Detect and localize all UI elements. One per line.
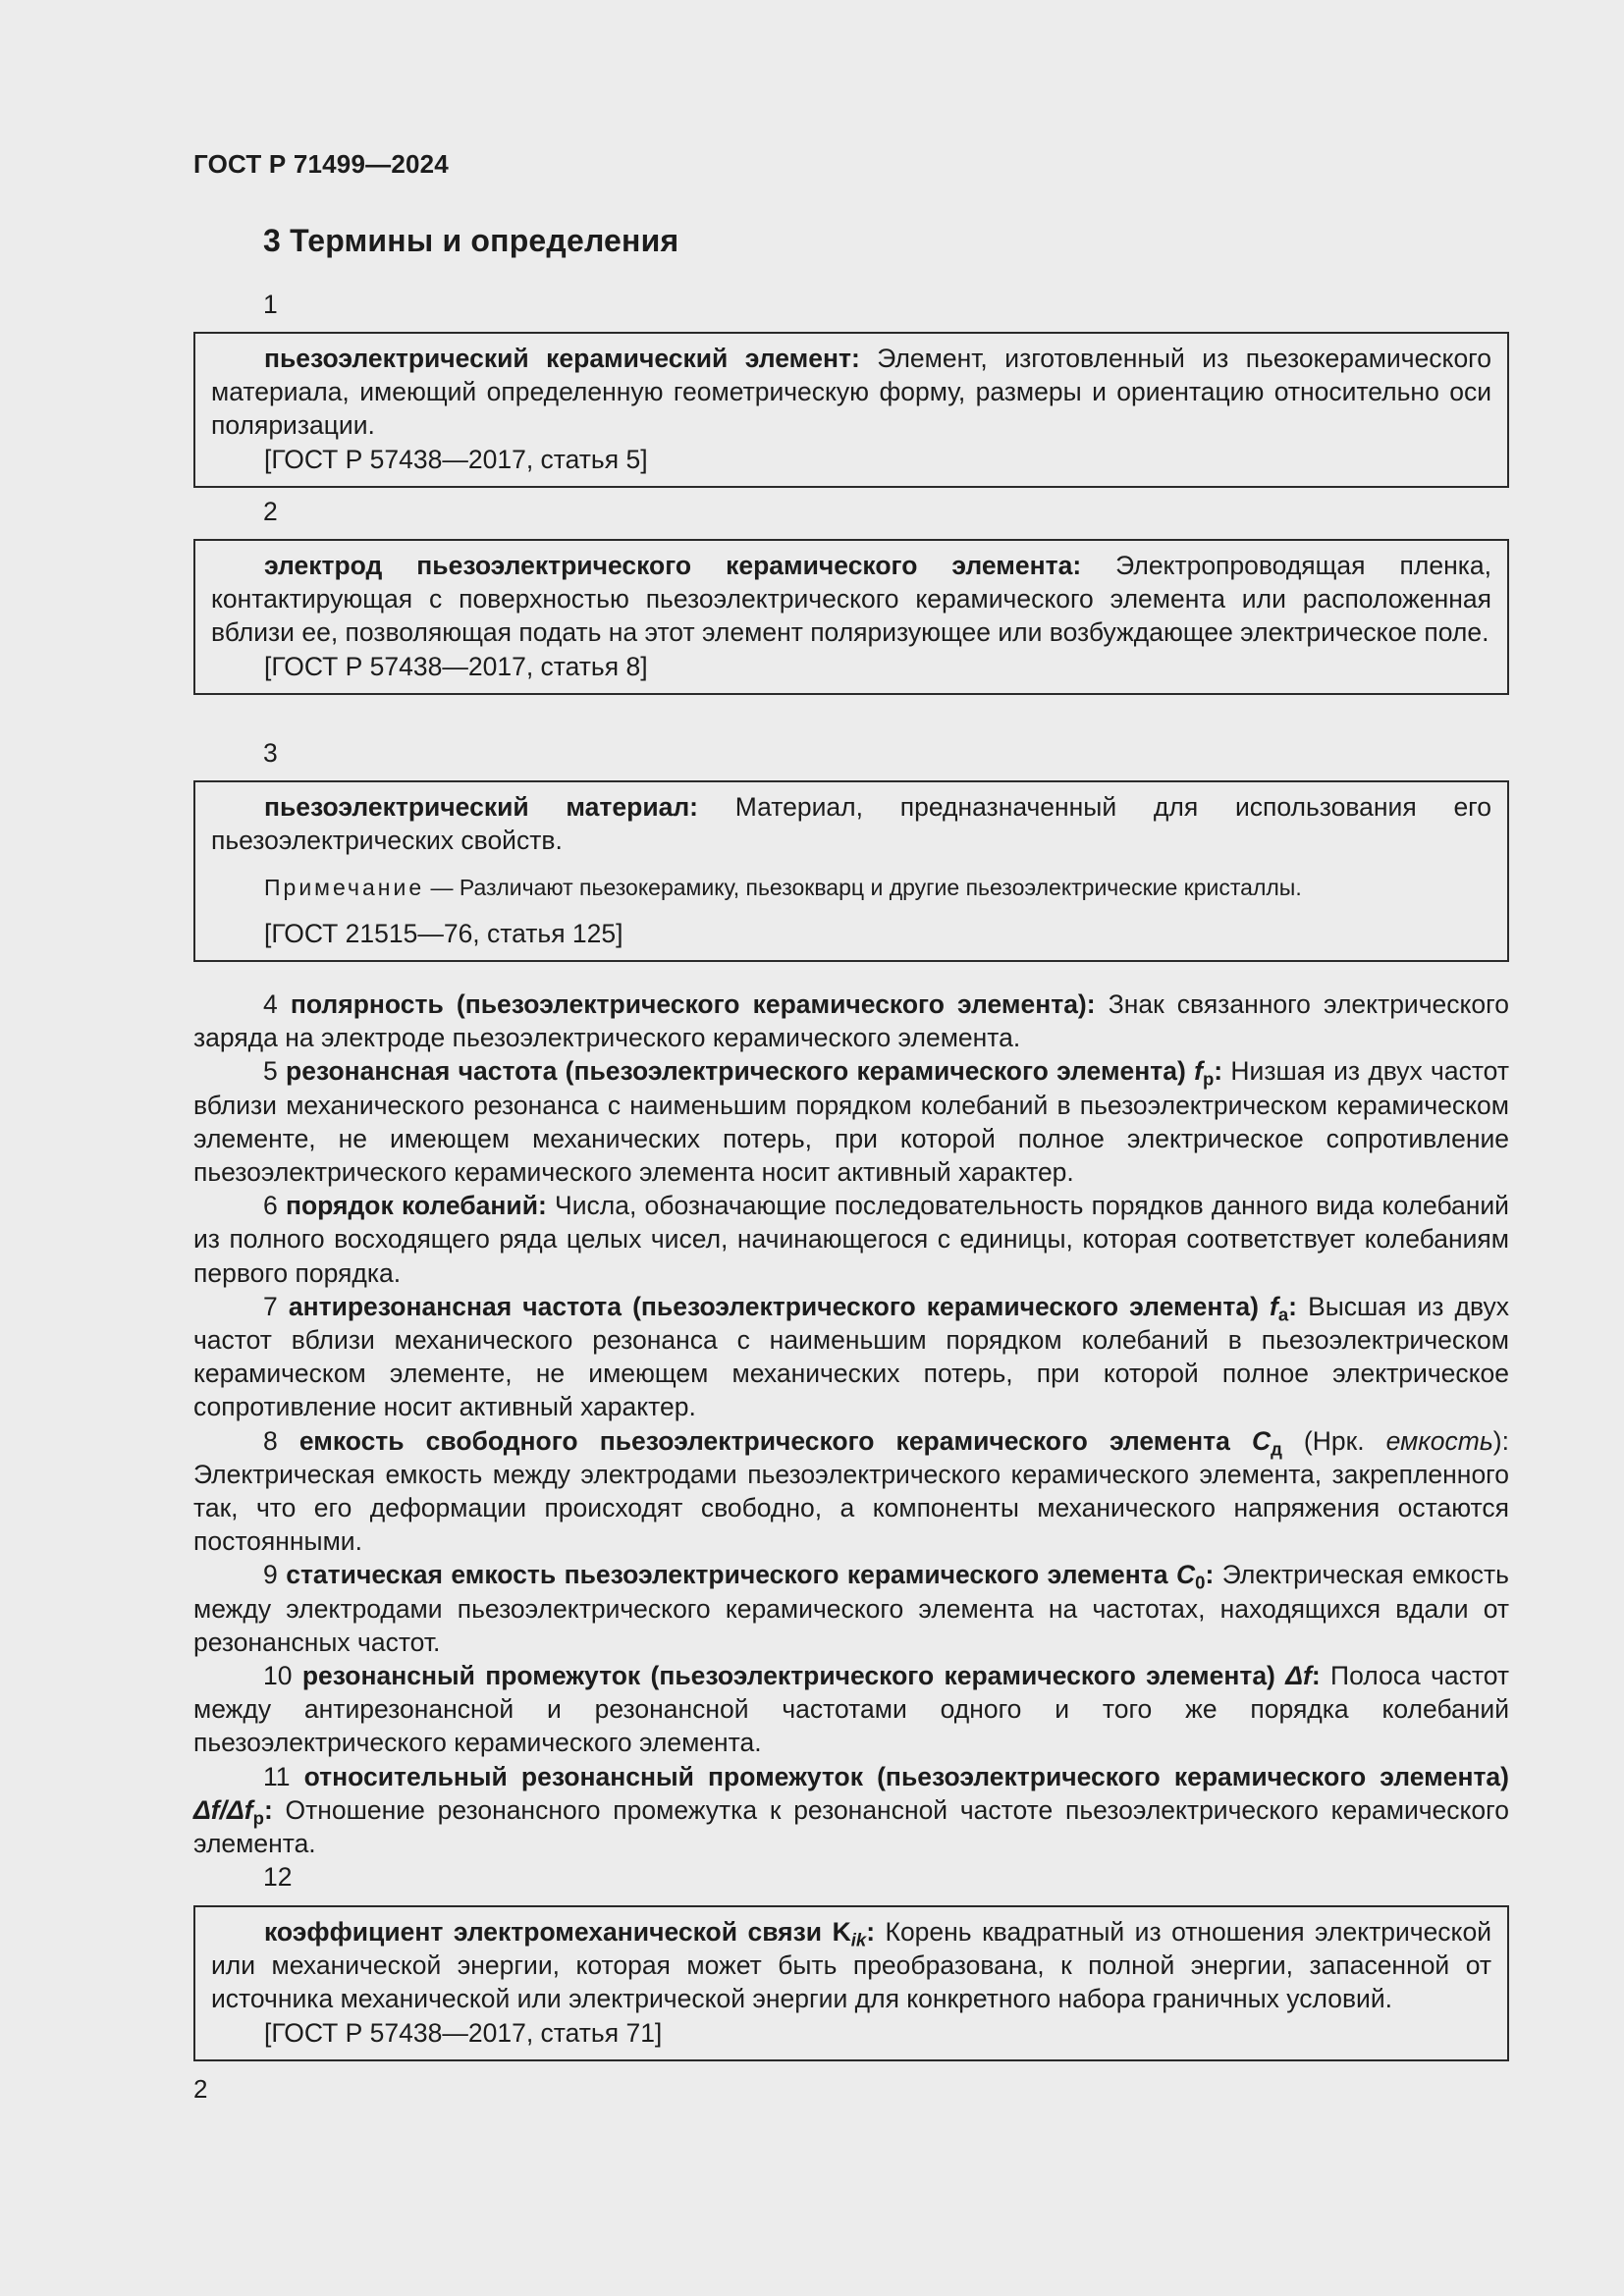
- term-text: Высшая из двух частот вблизи механического резонанса с наименьшим порядком колебаний в пьезоэлектрическом керамическом элементе, не имеющем механических потерь, при которой полное электрическое сопротивление носит активный характер.: [193, 1291, 1509, 1422]
- term-definition: [211, 790, 1491, 857]
- term-number: 4: [263, 989, 278, 1019]
- term-number: 7: [263, 1291, 278, 1321]
- term-reference: [ГОСТ Р 57438—2017, статья 5]: [264, 444, 648, 474]
- term-name: относительный резонансный промежуток (пьезоэлектрического керамического элемента): [303, 1761, 1509, 1791]
- term-note: [211, 871, 1491, 904]
- term-symbol-subscript: ik: [850, 1929, 867, 1950]
- term-number: 11: [263, 1761, 291, 1791]
- term-definition: коэффициент электромеханической связи $K_{ik}$: Корень квадратный из отношения электрической или механической энергии, которая может быть преобразована, к полной энергии, запасенной от источника механической или электрической энергии для конкретного набора граничных условий.: [211, 1917, 1491, 2014]
- term-symbol: f: [1270, 1291, 1278, 1321]
- term-name: порядок колебаний:: [285, 1191, 547, 1221]
- term-box: [193, 539, 1509, 695]
- term-number: 9: [263, 1560, 278, 1590]
- page-number: 2: [193, 2074, 208, 2104]
- term-name: резонансная частота (пьезоэлектрического керамического элемента): [286, 1056, 1186, 1087]
- term-symbol-subscript: 0: [1195, 1573, 1206, 1594]
- term-number: 3: [263, 738, 278, 768]
- term-text: Материал, предназначенный для использования его пьезоэлектрических свойств.: [211, 792, 1491, 856]
- term-text: Числа, обозначающие последовательность порядков данного вида колебаний из полного восходящего ряда целых чисел, начинающегося с единицы, которая соответствует колебаниям первого порядка.: [193, 1191, 1509, 1288]
- term-box: [193, 1905, 1509, 2061]
- term-reference: [ГОСТ 21515—76, статья 125]: [264, 918, 623, 948]
- term-name: резонансный промежуток (пьезоэлектрического керамического элемента): [301, 1661, 1275, 1691]
- term-entry: 7 антирезонансная частота (пьезоэлектрического керамического элемента) $f_a$: Высшая из двух частот вблизи механического резонанса с наименьшим порядком колебаний в пьезоэлектрическом керамическом элементе, не имеющем механических потерь, при которой полное электрическое сопротивление носит активный характер.: [193, 1291, 1509, 1422]
- term-text: Электрическая емкость между электродами пьезоэлектрического керамического элемента на частотах, находящихся вдали от резонансных частот.: [193, 1560, 1509, 1657]
- term-entry: 8 емкость свободного пьезоэлектрического керамического элемента $C_д$ (Нрк. емкость): Электрическая емкость между электродами пьезоэлектрического керамического элемента, закрепленного так, что его деформации происходят свободно, а компоненты механического напряжения остаются постоянными.: [193, 1425, 1509, 1557]
- term-number: 5: [263, 1056, 278, 1087]
- term-name: пьезоэлектрический керамический элемент:: [264, 344, 860, 373]
- term-text: Электропроводящая пленка, контактирующая с поверхностью пьезоэлектрического керамического элемента или расположенная вблизи ее, позволяющая подать на этот элемент поляризующее или возбуждающее электрическое поле.: [211, 551, 1491, 648]
- term-text: Отношение резонансного промежутка к резонансной частоте пьезоэлектрического керамического элемента.: [193, 1794, 1509, 1859]
- term-symbol: Δf: [1285, 1661, 1312, 1691]
- note-label: Примечание: [264, 875, 425, 901]
- term-box: [193, 780, 1509, 962]
- term-text: Корень квадратный из отношения электрической или механической энергии, которая может быть преобразована, к полной энергии, запасенной от источника механической или электрической энергии для конкретного набора граничных условий.: [211, 1917, 1491, 2014]
- term-name: коэффициент электромеханической связи K: [264, 1917, 851, 1947]
- section-title: 3 Термины и определения: [263, 223, 679, 258]
- term-name: электрод пьезоэлектрического керамического элемента:: [264, 551, 1082, 580]
- terms-list: [193, 988, 1509, 1894]
- term-number: 10: [263, 1661, 293, 1691]
- term-definition: [211, 549, 1491, 650]
- term-name: пьезоэлектрический материал:: [264, 792, 699, 822]
- term-number: 2: [263, 497, 278, 526]
- term-entry: 5 резонансная частота (пьезоэлектрического керамического элемента) $f_p$: Низшая из двух частот вблизи механического резонанса с наименьшим порядком колебаний в пьезоэлектрическом керамическом элементе, не имеющем механических потерь, при которой полное электрическое сопротивление пьезоэлектрического керамического элемента носит активный характер.: [193, 1056, 1509, 1188]
- term-entry: [193, 1189, 1509, 1290]
- deprecated-term: емкость: [1385, 1425, 1493, 1456]
- term-reference: [ГОСТ Р 57438—2017, статья 71]: [264, 2017, 663, 2048]
- term-name: антирезонансная частота (пьезоэлектрического керамического элемента): [288, 1291, 1259, 1321]
- term-number: 6: [263, 1191, 278, 1221]
- term-name: статическая емкость пьезоэлектрического керамического элемента: [286, 1560, 1168, 1590]
- term-text: Знак связанного электрического заряда на электроде пьезоэлектрического керамического элемента.: [193, 989, 1509, 1053]
- term-name: емкость свободного пьезоэлектрического керамического элемента: [298, 1425, 1230, 1456]
- document-code: ГОСТ Р 71499—2024: [193, 149, 449, 179]
- term-text: Низшая из двух частот вблизи механического резонанса с наименьшим порядком колебаний в пьезоэлектрическом керамическом элементе, не имеющем механических потерь, при которой полное электрическое сопротивление пьезоэлектрического керамического элемента носит активный характер.: [193, 1056, 1509, 1188]
- term-definition: [211, 342, 1491, 443]
- term-symbol: f: [1194, 1056, 1203, 1087]
- term-text: Полоса частот между антирезонансной и резонансной частотами одного и того же порядка колебаний пьезоэлектрического керамического элемента.: [193, 1661, 1510, 1758]
- term-reference: [ГОСТ Р 57438—2017, статья 8]: [264, 651, 648, 681]
- term-name: полярность (пьезоэлектрического керамического элемента):: [290, 989, 1096, 1019]
- term-symbol-subscript: p: [252, 1807, 264, 1829]
- term-number: 12: [263, 1862, 293, 1893]
- term-number: 1: [263, 290, 278, 319]
- term-text: Элемент, изготовленный из пьезокерамического материала, имеющий определенную геометрическую форму, размеры и ориентацию относительно оси поляризации.: [211, 344, 1492, 441]
- term-symbol-subscript: д: [1271, 1438, 1282, 1460]
- term-text: Электрическая емкость между электродами пьезоэлектрического керамического элемента, закрепленного так, что его деформации происходят свободно, а компоненты механического напряжения остаются постоянными.: [193, 1459, 1509, 1557]
- term-symbol: C: [1176, 1560, 1196, 1590]
- term-symbol-subscript: p: [1202, 1068, 1215, 1090]
- term-box: [193, 332, 1509, 488]
- term-entry: 10 резонансный промежуток (пьезоэлектрического керамического элемента) Δf: Полоса частот между антирезонансной и резонансной частотами одного и того же порядка колебаний пьезоэлектрического керамического элемента.: [193, 1661, 1510, 1758]
- term-entry: 9 статическая емкость пьезоэлектрического керамического элемента $C_0$: Электрическая емкость между электродами пьезоэлектрического керамического элемента на частотах, находящихся вдали от резонансных частот.: [193, 1560, 1509, 1657]
- term-symbol: C: [1251, 1425, 1272, 1456]
- term-symbol: Δf/Δf: [193, 1794, 253, 1825]
- term-number: 8: [263, 1425, 278, 1456]
- term-symbol-subscript: a: [1277, 1304, 1289, 1325]
- note-text: — Различают пьезокерамику, пьезокварц и другие пьезоэлектрические кристаллы.: [424, 875, 1302, 901]
- term-entry: 11 относительный резонансный промежуток (пьезоэлектрического керамического элемента) $\Delta f/\Delta f_p$: Отношение резонансного промежутка к резонансной частоте пьезоэлектрического керамического элемента.: [193, 1761, 1509, 1859]
- term-entry: [193, 988, 1509, 1054]
